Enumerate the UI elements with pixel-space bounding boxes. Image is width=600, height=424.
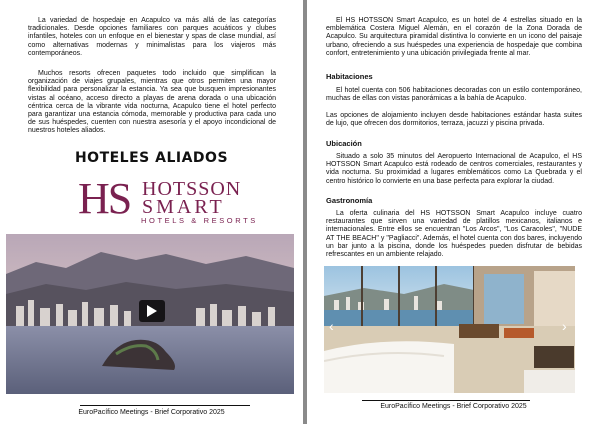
gastronomia-heading: Gastronomía [326, 196, 373, 205]
right-footer: EuroPacífico Meetings - Brief Corporativo 2025 [380, 403, 527, 410]
logo-tagline: HOTELS & RESORTS [141, 216, 258, 225]
logo-hotsson: HOTSSON [142, 178, 242, 200]
room-illustration [324, 266, 575, 393]
left-footer: EuroPacífico Meetings - Brief Corporativo 2025 [78, 409, 225, 416]
carousel-prev-button[interactable]: ‹ [329, 318, 334, 334]
section-title: HOTELES ALIADOS [74, 150, 229, 166]
footer-rule [80, 405, 250, 406]
resorts-paragraph: Muchos resorts ofrecen paquetes todo incluido que simplifican la organización de viajes grupales, mientras que otros permiten una mayor flexibilidad para personalizar la estancia. Ya sea que busquen impresionantes vistas al océano, acceso directo a playas de arena dorada o una ubicación céntrica cerca de la vibrante vida nocturna, Acapulco tiene el hotel perfecto para garantizar una estancia cómoda, memorable y productiva para cada uno de sus huéspedes, cuenten con nuestra asesoría y el apoyo incondicional de nuestros hoteles aliados. [28, 70, 276, 135]
play-icon [147, 305, 157, 317]
hotel-room-carousel[interactable] [324, 266, 575, 393]
intro-paragraph: La variedad de hospedaje en Acapulco va más allá de las categorías tradicionales. Desde opciones familiares con parques acuáticos y clubes infantiles, hoteles con un enfoque en el bienestar y spas de clase mundial, así como alternativas modernas y minimalistas para los viajeros más contemporáneos. [28, 17, 276, 57]
footer-rule [362, 400, 530, 401]
logo-smart: SMART [142, 196, 225, 218]
ubicacion-heading: Ubicación [326, 139, 362, 148]
hotel-intro-paragraph: El HS HOTSSON Smart Acapulco, es un hotel de 4 estrellas situado en la emblemática Costera Miguel Alemán, en el corazón de la Zona Dorada de Acapulco. Su arquitectura piramidal distintiva lo convierte en un icono del paisaje urbano, ofreciendo a sus huéspedes una experiencia de hospedaje que combina confort, entretenimiento y una ubicación privilegiada frente al mar. [326, 17, 582, 57]
habitaciones-paragraph: El hotel cuenta con 506 habitaciones decoradas con un estilo contemporáneo, muchas de ellas con vistas panorámicas a la bahía de Acapulco. [326, 87, 582, 103]
right-page [307, 0, 600, 424]
ubicacion-paragraph: Situado a solo 35 minutos del Aeropuerto Internacional de Acapulco, el HS HOTSSON Smart Acapulco está rodeado de centros comerciales, restaurantes y vida nocturna. Su proximidad a lugares emblemáticos como La Quebrada y el centro histórico lo convierte en una base perfecta para explorar la ciudad. [326, 153, 582, 185]
habitaciones-heading: Habitaciones [326, 72, 373, 81]
play-button[interactable] [139, 300, 165, 322]
hotsson-logo [78, 174, 258, 226]
gastronomia-paragraph: La oferta culinaria del HS HOTSSON Smart Acapulco incluye cuatro restaurantes que sirven una variedad de platillos mexicanos, italianos e internacionales. Entre ellos se encuentran "Los Arcos", "Los Caracoles", "NUDE AT THE BEACH" y "Pagliacci". Además, el hotel cuenta con dos bares, incluyendo un bar junto a la piscina, donde los huéspedes pueden disfrutar de bebidas refrescantes en un ambiente relajado. [326, 210, 582, 259]
logo-hs: HS [78, 174, 131, 223]
habitaciones-paragraph-2: Las opciones de alojamiento incluyen desde habitaciones estándar hasta suites de lujo, que ofrecen dos dormitorios, terraza, jacuzzi y piscina privada. [326, 112, 582, 128]
carousel-next-button[interactable]: › [562, 318, 567, 334]
